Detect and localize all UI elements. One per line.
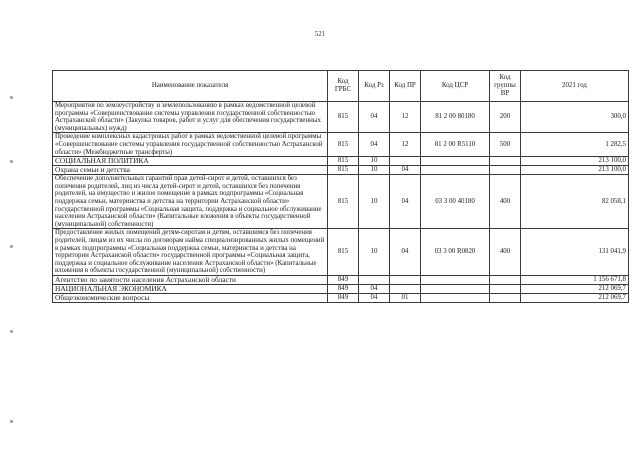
cell-csr [421,166,490,175]
cell-vr [490,293,521,302]
cell-vr [490,157,521,166]
header-csr: Код ЦСР [421,71,490,102]
cell-grbs: 815 [328,229,359,276]
table-body [53,102,629,303]
cell-csr: 03 3 00 40180 [421,175,490,229]
header-pr: Код ПР [390,71,421,102]
cell-rz: 04 [359,284,390,293]
cell-pr: 12 [390,133,421,157]
cell-grbs: 849 [328,284,359,293]
cell-rz: 10 [359,157,390,166]
header-vr: Код группы ВР [490,71,521,102]
budget-table [52,70,629,303]
cell-csr [421,284,490,293]
cell-vr: 200 [490,102,521,133]
cell-vr [490,275,521,284]
cell-vr: 400 [490,175,521,229]
cell-name: Обеспечение дополнительных гарантий прав детей-сирот и детей, оставшихся без попечения родителей, лиц из числа детей-сирот и детей, оставшихся без попечения родителей, на имущество и жилое помещение в рамках подпрограммы «Социальная поддержка семьи, материнства и детства на территории Астраханской области» государственной программы «Социальная защита, поддержка и социальное обслуживание населения Астраханской области» (Капитальные вложения в объекты государственной (муниципальной) собственности) [53,175,328,229]
cell-csr [421,275,490,284]
table-row [53,133,629,157]
cell-name: Проведение комплексных кадастровых работ в рамках ведомственной целевой программы «Совершенствование системы управления государственной собственностью Астраханской области» (Межбюджетные трансферты) [53,133,328,157]
cell-value: 82 058,1 [521,175,629,229]
cell-grbs: 815 [328,102,359,133]
cell-rz: 10 [359,229,390,276]
cell-rz: 10 [359,175,390,229]
cell-name: Предоставление жилых помещений детям-сиротам и детям, оставшимся без попечения родителей, лицам из их числа по договорам найма специализированных жилых помещений в рамках подпрограммы «Социальная поддержка семьи, материнства и детства на территории Астраханской области» государственной программы «Социальная защита, поддержка и социальное обслуживание населения Астраханской области» (Капитальные вложения в объекты государственной (муниципальной) собственности) [53,229,328,276]
table-row [53,293,629,302]
header-year: 2021 год [521,71,629,102]
cell-value: 212 069,7 [521,284,629,293]
cell-rz: 04 [359,293,390,302]
cell-grbs: 815 [328,166,359,175]
cell-value: 212 069,7 [521,293,629,302]
cell-rz [359,275,390,284]
cell-value: 1 156 671,8 [521,275,629,284]
cell-grbs: 815 [328,157,359,166]
cell-rz: 04 [359,133,390,157]
cell-csr [421,157,490,166]
cell-name: Мероприятия по землеустройству и землепользованию в рамках ведомственной целевой программы «Совершенствование системы управления государственной собственностью Астраханской области» (Закупка товаров, работ и услуг для обеспечения государственных (муниципальных) нужд) [53,102,328,133]
cell-value: 213 100,0 [521,166,629,175]
cell-pr: 12 [390,102,421,133]
cell-grbs: 815 [328,175,359,229]
table-row [53,102,629,133]
cell-value: 300,0 [521,102,629,133]
cell-pr [390,157,421,166]
table-row [53,157,629,166]
cell-value: 1 282,5 [521,133,629,157]
header-rz: Код Рз [359,71,390,102]
cell-value: 131 041,9 [521,229,629,276]
cell-csr: 81 2 00 80180 [421,102,490,133]
cell-pr: 04 [390,175,421,229]
table-row [53,229,629,276]
table-row [53,166,629,175]
cell-value: 213 100,0 [521,157,629,166]
cell-pr: 04 [390,166,421,175]
cell-name: Агентство по занятости населения Астраханской области [53,275,328,284]
cell-name: СОЦИАЛЬНАЯ ПОЛИТИКА [53,157,328,166]
page-number: 521 [314,30,326,38]
cell-pr: 01 [390,293,421,302]
cell-csr [421,293,490,302]
cell-csr: 03 3 00 R0820 [421,229,490,276]
cell-vr [490,166,521,175]
header-grbs: Код ГРБС [328,71,359,102]
cell-pr: 04 [390,229,421,276]
table-row [53,275,629,284]
cell-grbs: 815 [328,133,359,157]
table-row [53,284,629,293]
cell-name: Охрана семьи и детства [53,166,328,175]
cell-rz: 10 [359,166,390,175]
cell-pr [390,284,421,293]
cell-vr: 500 [490,133,521,157]
cell-csr: 81 2 00 R5110 [421,133,490,157]
cell-grbs: 849 [328,275,359,284]
cell-rz: 04 [359,102,390,133]
cell-pr [390,275,421,284]
cell-vr: 400 [490,229,521,276]
table-header-row [53,71,629,102]
table-row [53,175,629,229]
cell-name: НАЦИОНАЛЬНАЯ ЭКОНОМИКА [53,284,328,293]
header-name: Наименование показателя [53,71,328,102]
cell-name: Общеэкономические вопросы [53,293,328,302]
cell-vr [490,284,521,293]
cell-grbs: 849 [328,293,359,302]
